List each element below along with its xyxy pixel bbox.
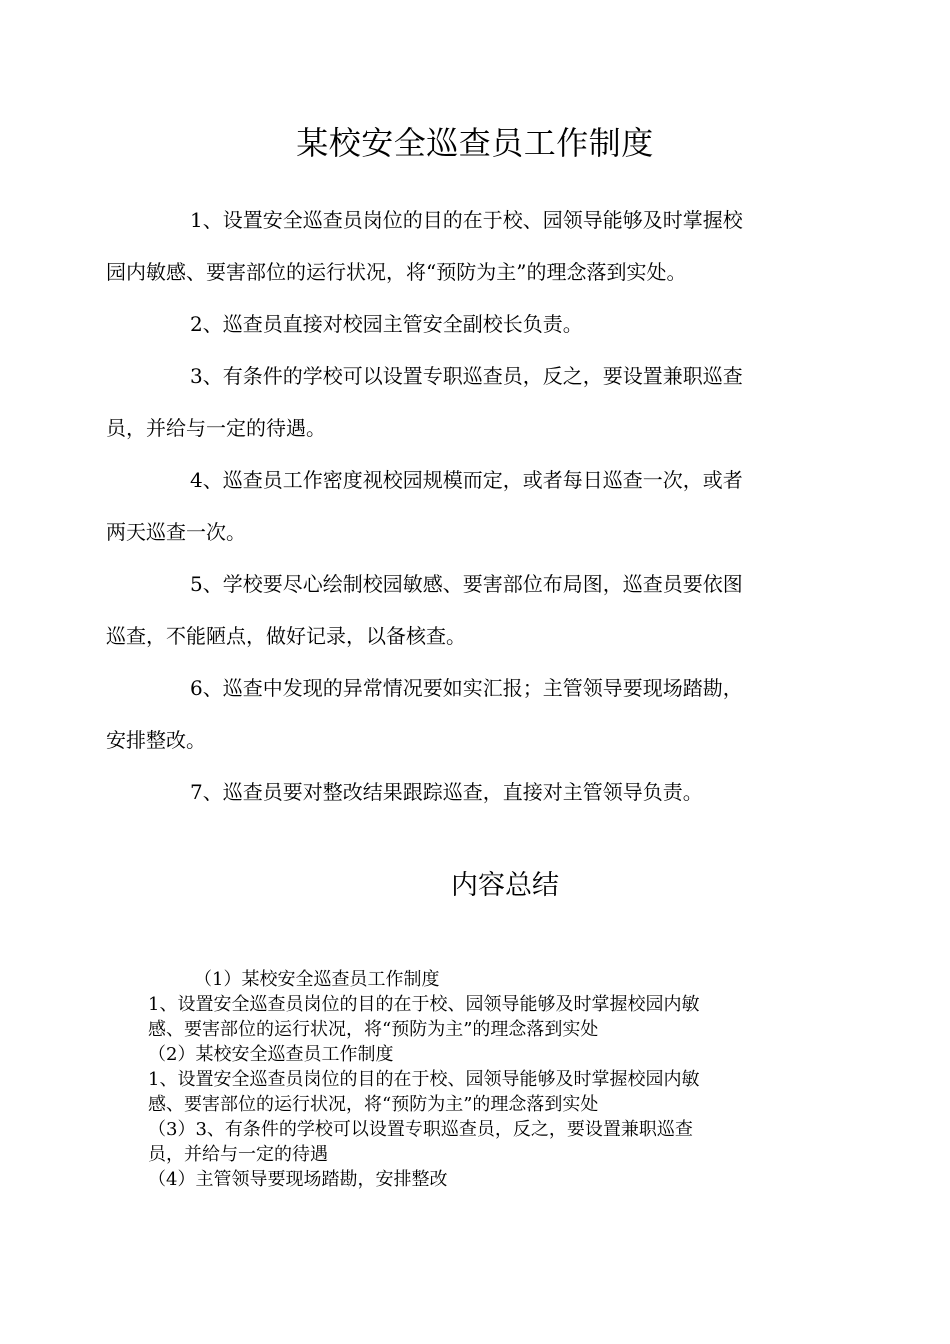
summary-line: （1）某校安全巡查员工作制度 — [194, 969, 440, 990]
body-line: 7、巡查员要对整改结果跟踪巡查，直接对主管领导负责。 — [190, 780, 703, 804]
summary-line: （2）某校安全巡查员工作制度 — [148, 1044, 394, 1065]
summary-title: 内容总结 — [451, 870, 559, 901]
body-line: 1、设置安全巡查员岗位的目的在于校、园领导能够及时掌握校 — [190, 208, 743, 232]
body-line: 5、学校要尽心绘制校园敏感、要害部位布局图，巡查员要依图 — [190, 572, 743, 596]
summary-line: 1、设置安全巡查员岗位的目的在于校、园领导能够及时掌握校园内敏 — [148, 1069, 700, 1090]
body-line: 安排整改。 — [106, 728, 206, 752]
document-title: 某校安全巡查员工作制度 — [296, 124, 654, 162]
paragraph-5 — [106, 558, 818, 662]
body-line: 2、巡查员直接对校园主管安全副校长负责。 — [190, 312, 583, 336]
summary-body — [148, 967, 788, 1192]
summary-line: 员，并给与一定的待遇 — [148, 1144, 328, 1165]
body-line: 两天巡查一次。 — [106, 520, 246, 544]
body-line: 园内敏感、要害部位的运行状况，将“预防为主”的理念落到实处。 — [106, 260, 687, 284]
paragraph-3 — [106, 350, 818, 454]
summary-line: 感、要害部位的运行状况，将“预防为主”的理念落到实处 — [148, 1094, 599, 1115]
summary-line: 1、设置安全巡查员岗位的目的在于校、园领导能够及时掌握校园内敏 — [148, 994, 700, 1015]
paragraph-7 — [148, 766, 818, 818]
body-line: 3、有条件的学校可以设置专职巡查员，反之，要设置兼职巡查 — [190, 364, 743, 388]
summary-line: （4）主管领导要现场踏勘，安排整改 — [148, 1169, 448, 1190]
body-line: 4、巡查员工作密度视校园规模而定，或者每日巡查一次，或者 — [190, 468, 743, 492]
paragraph-4 — [106, 454, 818, 558]
document-body — [106, 194, 818, 818]
paragraph-6 — [106, 662, 818, 766]
paragraph-1 — [106, 194, 818, 298]
body-line: 6、巡查中发现的异常情况要如实汇报；主管领导要现场踏勘， — [190, 676, 743, 700]
summary-line: 感、要害部位的运行状况，将“预防为主”的理念落到实处 — [148, 1019, 599, 1040]
body-line: 巡查，不能陋点，做好记录，以备核查。 — [106, 624, 466, 648]
body-line: 员，并给与一定的待遇。 — [106, 416, 326, 440]
paragraph-2 — [148, 298, 818, 350]
summary-line: （3）3、有条件的学校可以设置专职巡查员，反之，要设置兼职巡查 — [148, 1119, 693, 1140]
